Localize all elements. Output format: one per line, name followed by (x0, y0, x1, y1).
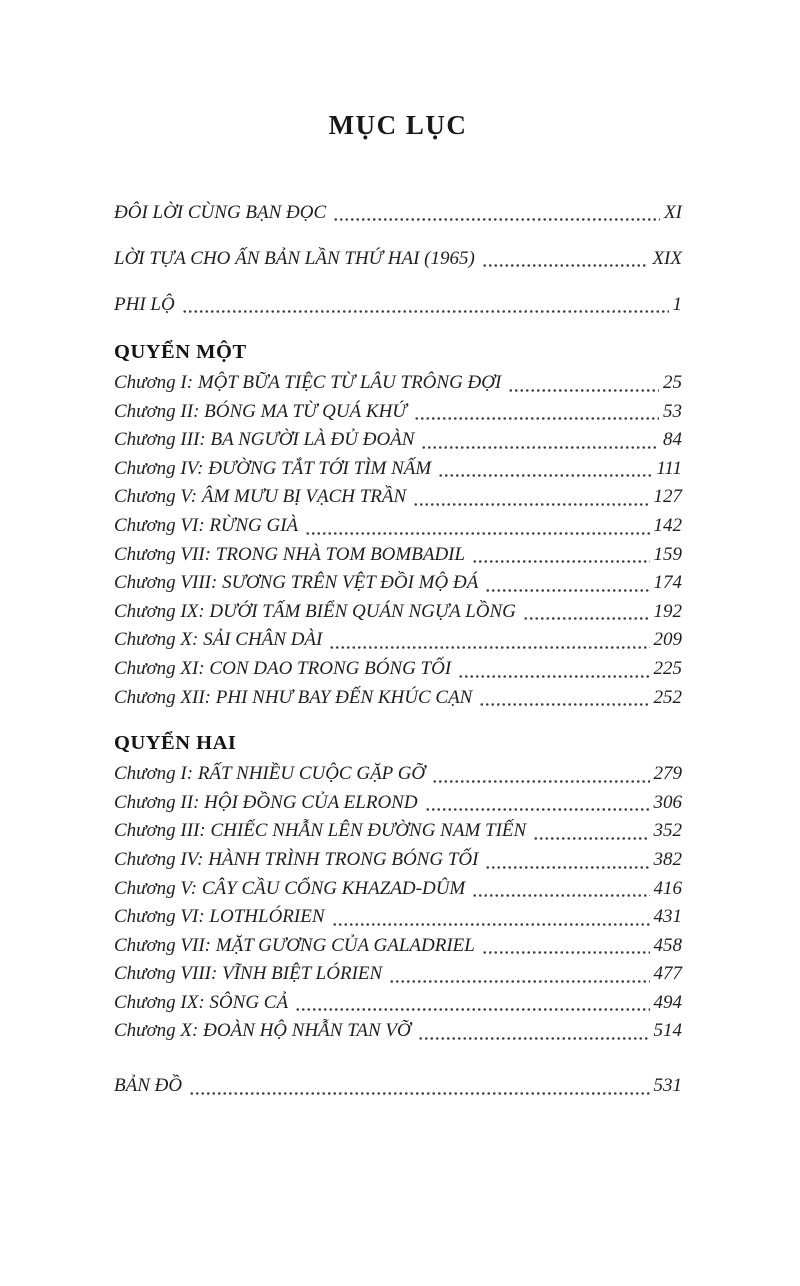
toc-entry (114, 903, 682, 932)
toc-entry-title: Chương III: BA NGƯỜI LÀ ĐỦ ĐOÀN (114, 429, 415, 451)
dot-leader (180, 291, 671, 319)
toc-page-number: 382 (653, 848, 682, 870)
dot-leader (531, 817, 651, 846)
toc-page-number: 127 (653, 486, 682, 508)
toc-page-number: 209 (653, 629, 682, 651)
toc-entry-title: Chương VIII: VĨNH BIỆT LÓRIEN (114, 963, 383, 985)
toc-entry-title: Chương XII: PHI NHƯ BAY ĐẾN KHÚC CẠN (114, 686, 473, 708)
toc-entry (114, 846, 682, 875)
toc-entry (114, 369, 682, 398)
dot-leader (411, 483, 651, 512)
toc-page-number: 458 (653, 934, 682, 956)
toc-entry (114, 245, 682, 273)
toc-entry (114, 1017, 682, 1046)
toc-entry-title: LỜI TỰA CHO ẤN BẢN LẦN THỨ HAI (1965) (114, 248, 475, 269)
toc-entry-title: Chương VII: TRONG NHÀ TOM BOMBADIL (114, 543, 466, 565)
toc-entry (114, 398, 682, 427)
toc-entry-title: Chương II: BÓNG MA TỪ QUÁ KHỨ (114, 400, 407, 422)
toc-entry (114, 626, 682, 655)
toc-page-number: 25 (663, 372, 682, 393)
toc-entry (114, 483, 682, 512)
section-heading-book-one: QUYỂN MỘT (114, 341, 247, 363)
toc-page-number: 352 (653, 820, 682, 842)
dot-leader (477, 684, 651, 713)
toc-entry-title: ĐÔI LỜI CÙNG BẠN ĐỌC (114, 202, 327, 223)
toc-entry-title: Chương X: ĐOÀN HỘ NHẪN TAN VỠ (114, 1020, 411, 1042)
toc-page-number: 279 (653, 763, 682, 785)
toc-entry-title: Chương I: MỘT BỮA TIỆC TỪ LÂU TRÔNG ĐỢI (114, 372, 502, 393)
toc-entry (114, 569, 682, 598)
toc-entry-title: Chương I: RẤT NHIỀU CUỘC GẶP GỠ (114, 763, 426, 785)
toc-entry (114, 512, 682, 541)
toc-page-number: 514 (653, 1020, 682, 1042)
dot-leader (331, 199, 662, 227)
toc-entry-title: Chương VI: LOTHLÓRIEN (114, 906, 325, 928)
dot-leader (423, 789, 652, 818)
toc-entry-title: Chương V: CÂY CẦU CỔNG KHAZAD-DÛM (114, 877, 466, 899)
toc-page-number: XI (664, 202, 682, 223)
dot-leader (506, 369, 661, 398)
toc-entry-title: Chương IV: HÀNH TRÌNH TRONG BÓNG TỐI (114, 848, 479, 870)
toc-entry-title: Chương IX: DƯỚI TẤM BIỂN QUÁN NGỰA LỒNG (114, 600, 516, 622)
toc-page-number: 1 (672, 294, 682, 315)
toc-entry-title: Chương IX: SÔNG CẢ (114, 991, 289, 1013)
toc-page-number: 53 (663, 400, 682, 422)
toc-entry-title: Chương VIII: SƯƠNG TRÊN VỆT ĐỒI MỘ ĐÁ (114, 572, 479, 594)
dot-leader (416, 1017, 652, 1046)
toc-entry-title: Chương XI: CON DAO TRONG BÓNG TỐI (114, 657, 452, 679)
dot-leader (330, 903, 652, 932)
toc-entry-title: Chương V: ÂM MƯU BỊ VẠCH TRẦN (114, 486, 407, 508)
toc-entry-title: Chương VI: RỪNG GIÀ (114, 514, 299, 536)
toc-entry (114, 426, 682, 455)
toc-entry (114, 199, 682, 227)
toc-page-number: 174 (653, 572, 682, 594)
toc-entry-title: Chương VII: MẶT GƯƠNG CỦA GALADRIEL (114, 934, 475, 956)
toc-entry (114, 655, 682, 684)
toc-page-number: 531 (653, 1075, 682, 1097)
toc-entry (114, 598, 682, 627)
dot-leader (480, 932, 652, 961)
toc-entry (114, 960, 682, 989)
toc-page-number: 431 (653, 906, 682, 928)
dot-leader (470, 541, 651, 570)
toc-entry-title: Chương IV: ĐƯỜNG TẮT TỚI TÌM NẤM (114, 457, 432, 479)
toc-entry (114, 760, 682, 789)
page-title: MỤC LỤC (328, 110, 468, 140)
dot-leader (483, 846, 651, 875)
toc-page-number: 306 (653, 791, 682, 813)
toc-page-number: 494 (653, 991, 682, 1013)
toc-entry (114, 875, 682, 904)
toc-entry (114, 291, 682, 319)
dot-leader (470, 875, 651, 904)
dot-leader (327, 626, 651, 655)
toc-entry-title: Chương X: SẢI CHÂN DÀI (114, 629, 323, 651)
dot-leader (293, 989, 651, 1018)
dot-leader (483, 569, 651, 598)
toc-entry-title: BẢN ĐỒ (114, 1075, 183, 1097)
toc-page-number: 416 (653, 877, 682, 899)
dot-leader (387, 960, 651, 989)
toc-page-number: 84 (663, 429, 682, 451)
toc-entry (114, 541, 682, 570)
dot-leader (521, 598, 652, 627)
toc-entry (114, 989, 682, 1018)
toc-page-number: 252 (653, 686, 682, 708)
dot-leader (436, 455, 654, 484)
toc-page-number: 477 (653, 963, 682, 985)
toc-entry (114, 932, 682, 961)
dot-leader (430, 760, 651, 789)
toc-entry (114, 455, 682, 484)
dot-leader (419, 426, 661, 455)
toc-entry-title: Chương II: HỘI ĐỒNG CỦA ELROND (114, 791, 418, 813)
dot-leader (412, 398, 661, 427)
toc-page-number: 111 (656, 457, 682, 479)
toc-entry (114, 817, 682, 846)
toc-entry (114, 1072, 682, 1101)
dot-leader (480, 245, 651, 273)
toc-page-number: 192 (653, 600, 682, 622)
dot-leader (456, 655, 651, 684)
toc-page-number: 142 (653, 514, 682, 536)
dot-leader (187, 1072, 651, 1101)
toc-entry-title: PHI LỘ (114, 294, 175, 315)
toc-entry (114, 684, 682, 713)
toc-page-number: 159 (653, 543, 682, 565)
toc-entry-title: Chương III: CHIẾC NHẪN LÊN ĐƯỜNG NAM TIẾN (114, 820, 527, 842)
toc-page-number: XIX (652, 248, 682, 269)
dot-leader (303, 512, 651, 541)
toc-entry (114, 789, 682, 818)
toc-page-number: 225 (653, 657, 682, 679)
section-heading-book-two: QUYỂN HAI (114, 732, 237, 755)
